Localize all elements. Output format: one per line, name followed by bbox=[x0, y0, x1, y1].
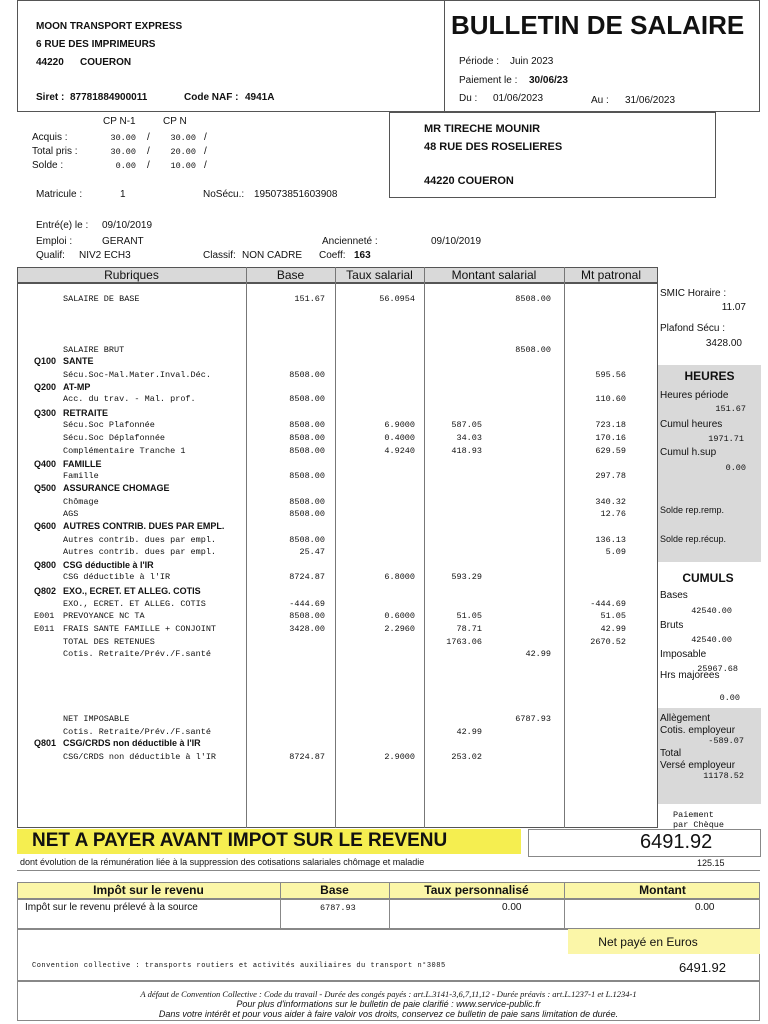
row-taux: 6.9000 bbox=[384, 420, 415, 430]
entree-label: Entré(e) le : bbox=[36, 220, 89, 231]
row-taux: 56.0954 bbox=[379, 294, 415, 304]
row-taux: 0.4000 bbox=[384, 433, 415, 443]
solde-recup-label: Solde rep.récup. bbox=[660, 534, 727, 544]
row-patronal: 2670.52 bbox=[590, 637, 626, 647]
row-base: -444.69 bbox=[289, 599, 325, 609]
imposable-value: 25967.68 bbox=[697, 664, 738, 674]
group-label: CSG/CRDS non déductible à l'IR bbox=[63, 738, 201, 748]
footer-line2: Pour plus d'informations sur le bulletin de paie clarifié : www.service-public.fr bbox=[236, 999, 541, 1009]
row-montant: 253.02 bbox=[451, 752, 482, 762]
cp-pris-n1: 30.00 bbox=[110, 147, 136, 157]
paiement-mode-value: par Chèque bbox=[673, 820, 725, 830]
coeff-value: 163 bbox=[354, 250, 371, 261]
document-title: BULLETIN DE SALAIRE bbox=[451, 10, 745, 40]
row-montant: 42.99 bbox=[456, 727, 482, 737]
classif-value: NON CADRE bbox=[242, 250, 303, 261]
row-patronal: 595.56 bbox=[595, 370, 626, 380]
row-patronal: 340.32 bbox=[595, 497, 626, 507]
row-taux: 2.2960 bbox=[384, 624, 415, 634]
impot-header-taux: Taux personnalisé bbox=[424, 883, 529, 897]
row-base: 8508.00 bbox=[289, 471, 325, 481]
row-label: Chômage bbox=[63, 497, 99, 507]
cp-sep: / bbox=[204, 146, 207, 157]
periode-value: Juin 2023 bbox=[510, 56, 554, 67]
matricule-value: 1 bbox=[120, 189, 126, 200]
row-label: Cotis. Retraite/Prév./F.santé bbox=[63, 649, 211, 659]
group-code: Q400 bbox=[34, 459, 57, 469]
row-label: Autres contrib. dues par empl. bbox=[63, 535, 217, 545]
impot-col-divider bbox=[280, 882, 281, 929]
cotis-employeur-label: Cotis. employeur bbox=[660, 725, 736, 736]
row-label: Cotis. Retraite/Prév./F.santé bbox=[63, 727, 211, 737]
verse-employeur-value: 11178.52 bbox=[703, 771, 744, 781]
row-base: 8508.00 bbox=[289, 446, 325, 456]
plafond-label: Plafond Sécu : bbox=[660, 323, 726, 334]
row-base: 151.67 bbox=[294, 294, 325, 304]
footer-line3: Dans votre intérêt et pour vous aider à faire valoir vos droits, conservez ce bulletin de paie sans limitation de durée. bbox=[158, 1009, 619, 1019]
cp-pris-label: Total pris : bbox=[32, 146, 78, 157]
row-label: Acc. du trav. - Mal. prof. bbox=[63, 394, 196, 404]
row-label: CSG déductible à l'IR bbox=[63, 572, 171, 582]
employee-street: 48 RUE DES ROSELIERES bbox=[424, 141, 563, 153]
row-base: 3428.00 bbox=[289, 624, 325, 634]
imposable-label: Imposable bbox=[660, 649, 707, 660]
row-patronal: 110.60 bbox=[595, 394, 626, 404]
header-rubriques: Rubriques bbox=[104, 268, 159, 282]
row-patronal: 51.05 bbox=[600, 611, 626, 621]
net-value: 6491.92 bbox=[640, 831, 713, 853]
solde-remp-label: Solde rep.remp. bbox=[660, 505, 725, 515]
nosecu-label: NoSécu.: bbox=[203, 189, 245, 200]
header-taux: Taux salarial bbox=[346, 268, 413, 282]
cotis-employeur-value: -589.07 bbox=[708, 736, 744, 746]
row-patronal: -444.69 bbox=[590, 599, 626, 609]
heures-periode-value: 151.67 bbox=[715, 404, 746, 414]
heures-title: HEURES bbox=[684, 369, 735, 383]
group-label: EXO., ECRET. ET ALLEG. COTIS bbox=[63, 586, 201, 596]
naf-label: Code NAF : bbox=[184, 92, 239, 103]
hrs-majorees-label: Hrs majorees bbox=[660, 670, 720, 681]
paiement-label: Paiement le : bbox=[459, 75, 518, 86]
row-montant: 1763.06 bbox=[446, 637, 482, 647]
bruts-value: 42540.00 bbox=[691, 635, 732, 645]
row-patronal: 42.99 bbox=[600, 624, 626, 634]
group-code: Q801 bbox=[34, 738, 57, 748]
row-label: Sécu.Soc Plafonnée bbox=[63, 420, 155, 430]
au-label: Au : bbox=[591, 95, 609, 106]
convention-text: Convention collective : transports routiers et activités auxiliaires du transport n°3085 bbox=[32, 962, 446, 970]
net-note-value: 125.15 bbox=[697, 858, 725, 868]
row-montant: 78.71 bbox=[456, 624, 482, 634]
siret-label: Siret : bbox=[36, 92, 65, 103]
row-label: NET IMPOSABLE bbox=[63, 714, 130, 724]
net-label: NET A PAYER AVANT IMPOT SUR LE REVENU bbox=[32, 830, 448, 851]
row-base: 8508.00 bbox=[289, 433, 325, 443]
cumul-hsup-value: 0.00 bbox=[725, 463, 746, 473]
entree-value: 09/10/2019 bbox=[102, 220, 153, 231]
impot-header-montant: Montant bbox=[639, 883, 686, 897]
group-code: Q200 bbox=[34, 382, 57, 392]
group-label: FAMILLE bbox=[63, 459, 102, 469]
row-patronal: 170.16 bbox=[595, 433, 626, 443]
row-montant: 593.29 bbox=[451, 572, 482, 582]
row-code: E011 bbox=[34, 624, 55, 634]
paiement-mode-label: Paiement bbox=[673, 810, 714, 820]
row-base: 8724.87 bbox=[289, 752, 325, 762]
cp-acquis-n: 30.00 bbox=[170, 133, 196, 143]
classif-label: Classif: bbox=[203, 250, 236, 261]
impot-col-divider bbox=[564, 882, 565, 929]
du-label: Du : bbox=[459, 93, 478, 104]
nosecu-value: 195073851603908 bbox=[254, 189, 338, 200]
header-divider bbox=[444, 0, 445, 112]
row-base: 8508.00 bbox=[289, 611, 325, 621]
row-label: Sécu.Soc-Mal.Mater.Inval.Déc. bbox=[63, 370, 211, 380]
emploi-value: GERANT bbox=[102, 236, 144, 247]
row-patronal: 297.78 bbox=[595, 471, 626, 481]
company-zip: 44220 bbox=[36, 57, 64, 68]
row-base: 8724.87 bbox=[289, 572, 325, 582]
cumul-hsup-label: Cumul h.sup bbox=[660, 447, 717, 458]
row-label: Complémentaire Tranche 1 bbox=[63, 446, 186, 456]
qualif-value: NIV2 ECH3 bbox=[79, 250, 131, 261]
cp-solde-label: Solde : bbox=[32, 160, 64, 171]
company-street: 6 RUE DES IMPRIMEURS bbox=[36, 39, 156, 50]
impot-header-label: Impôt sur le revenu bbox=[93, 883, 204, 897]
cumul-heures-label: Cumul heures bbox=[660, 419, 723, 430]
row-label: SALAIRE DE BASE bbox=[63, 294, 140, 304]
qualif-label: Qualif: bbox=[36, 250, 65, 261]
row-montant: 418.93 bbox=[451, 446, 482, 456]
impot-row-montant: 0.00 bbox=[695, 902, 715, 913]
row-montant: 51.05 bbox=[456, 611, 482, 621]
row-taux: 2.9000 bbox=[384, 752, 415, 762]
row-patronal: 629.59 bbox=[595, 446, 626, 456]
cp-acquis-n1: 30.00 bbox=[110, 133, 136, 143]
row-label: Famille bbox=[63, 471, 99, 481]
row-code: E001 bbox=[34, 611, 55, 621]
group-label: SANTE bbox=[63, 356, 94, 366]
bases-label: Bases bbox=[660, 590, 688, 601]
cumuls-title: CUMULS bbox=[682, 571, 734, 585]
row-patronal: 12.76 bbox=[600, 509, 626, 519]
row-montant: 34.03 bbox=[456, 433, 482, 443]
row-base: 25.47 bbox=[299, 547, 325, 557]
row-taux: 4.9240 bbox=[384, 446, 415, 456]
group-code: Q600 bbox=[34, 521, 57, 531]
row-base: 8508.00 bbox=[289, 535, 325, 545]
emploi-label: Emploi : bbox=[36, 236, 73, 247]
group-label: CSG déductible à l'IR bbox=[63, 560, 154, 570]
cp-sep: / bbox=[147, 146, 150, 157]
row-taux: 0.6000 bbox=[384, 611, 415, 621]
du-value: 01/06/2023 bbox=[493, 93, 544, 104]
row-base: 8508.00 bbox=[289, 370, 325, 380]
row-gain: 8508.00 bbox=[515, 345, 551, 355]
group-label: ASSURANCE CHOMAGE bbox=[63, 483, 170, 493]
row-base: 8508.00 bbox=[289, 509, 325, 519]
siret-value: 87781884900011 bbox=[70, 92, 148, 103]
row-patronal: 5.09 bbox=[605, 547, 626, 557]
net-paye-label: Net payé en Euros bbox=[598, 935, 698, 949]
row-label: AGS bbox=[63, 509, 79, 519]
group-code: Q300 bbox=[34, 408, 57, 418]
allegement-label: Allègement bbox=[660, 713, 711, 724]
row-label: TOTAL DES RETENUES bbox=[63, 637, 155, 647]
col-divider bbox=[335, 267, 336, 828]
anciennete-label: Ancienneté : bbox=[322, 236, 378, 247]
row-label: Autres contrib. dues par empl. bbox=[63, 547, 217, 557]
net-note: dont évolution de la rémunération liée à la suppression des cotisations salariales chômage et maladie bbox=[20, 857, 425, 867]
impot-row-label: Impôt sur le revenu prélevé à la source bbox=[25, 902, 198, 913]
group-code: Q500 bbox=[34, 483, 57, 493]
cp-sep: / bbox=[147, 132, 150, 143]
cp-sep: / bbox=[147, 160, 150, 171]
impot-header-base: Base bbox=[320, 883, 349, 897]
group-label: AUTRES CONTRIB. DUES PAR EMPL. bbox=[63, 521, 225, 531]
bruts-label: Bruts bbox=[660, 620, 684, 631]
row-label: Sécu.Soc Déplafonnée bbox=[63, 433, 166, 443]
row-label: FRAIS SANTE FAMILLE + CONJOINT bbox=[63, 624, 217, 634]
verse-employeur-label: Versé employeur bbox=[660, 760, 736, 771]
employee-city: 44220 COUERON bbox=[424, 175, 514, 187]
cp-acquis-label: Acquis : bbox=[32, 132, 68, 143]
row-taux: 6.8000 bbox=[384, 572, 415, 582]
impot-row-base: 6787.93 bbox=[320, 903, 356, 913]
plafond-value: 3428.00 bbox=[705, 338, 742, 349]
heures-periode-label: Heures période bbox=[660, 390, 729, 401]
header-montant: Montant salarial bbox=[451, 268, 537, 282]
coeff-label: Coeff: bbox=[319, 250, 346, 261]
company-city: COUERON bbox=[80, 57, 132, 68]
group-label: RETRAITE bbox=[63, 408, 108, 418]
cp-col1-header: CP N-1 bbox=[103, 116, 136, 127]
company-name: MOON TRANSPORT EXPRESS bbox=[36, 21, 183, 32]
row-base: 8508.00 bbox=[289, 420, 325, 430]
group-code: Q800 bbox=[34, 560, 57, 570]
row-label: SALAIRE BRUT bbox=[63, 345, 125, 355]
row-patronal: 723.18 bbox=[595, 420, 626, 430]
cp-solde-n1: 0.00 bbox=[115, 161, 136, 171]
smic-value: 11.07 bbox=[721, 302, 746, 313]
row-gain: 8508.00 bbox=[515, 294, 551, 304]
impot-col-divider bbox=[389, 882, 390, 929]
header-base: Base bbox=[276, 268, 305, 282]
row-label: PREVOYANCE NC TA bbox=[63, 611, 145, 621]
employee-name: MR TIRECHE MOUNIR bbox=[424, 123, 541, 135]
row-patronal: 136.13 bbox=[595, 535, 626, 545]
footer-line1: A défaut de Convention Collective : Code du travail - Durée des congés payés : art.L.3141-3,6,7,11,12 - Durée préavis : art.L.1237-1 et L.1234-1 bbox=[140, 989, 637, 999]
group-label: AT-MP bbox=[63, 382, 91, 392]
row-montant: 587.05 bbox=[451, 420, 482, 430]
row-base: 8508.00 bbox=[289, 394, 325, 404]
header-patronal: Mt patronal bbox=[580, 268, 642, 282]
paiement-value: 30/06/23 bbox=[529, 75, 568, 86]
matricule-label: Matricule : bbox=[36, 189, 83, 200]
bases-value: 42540.00 bbox=[691, 606, 732, 616]
group-code: Q100 bbox=[34, 356, 57, 366]
anciennete-value: 09/10/2019 bbox=[431, 236, 482, 247]
naf-value: 4941A bbox=[245, 92, 275, 103]
hrs-majorees-value: 0.00 bbox=[719, 693, 740, 703]
row-gain: 6787.93 bbox=[515, 714, 551, 724]
cumul-heures-value: 1971.71 bbox=[708, 434, 744, 444]
cp-pris-n: 20.00 bbox=[170, 147, 196, 157]
au-value: 31/06/2023 bbox=[625, 95, 676, 106]
row-gain: 42.99 bbox=[525, 649, 551, 659]
impot-row-taux: 0.00 bbox=[502, 902, 522, 913]
cp-sep: / bbox=[204, 160, 207, 171]
net-paye-value: 6491.92 bbox=[679, 960, 726, 975]
total-label: Total bbox=[660, 748, 682, 759]
row-label: CSG/CRDS non déductible à l'IR bbox=[63, 752, 217, 762]
cp-sep: / bbox=[204, 132, 207, 143]
periode-label: Période : bbox=[459, 56, 500, 67]
smic-label: SMIC Horaire : bbox=[660, 288, 727, 299]
cp-col2-header: CP N bbox=[163, 116, 187, 127]
row-label: EXO., ECRET. ET ALLEG. COTIS bbox=[63, 599, 206, 609]
net-note-rule bbox=[17, 870, 760, 871]
cp-solde-n: 10.00 bbox=[170, 161, 196, 171]
row-base: 8508.00 bbox=[289, 497, 325, 507]
group-code: Q802 bbox=[34, 586, 57, 596]
